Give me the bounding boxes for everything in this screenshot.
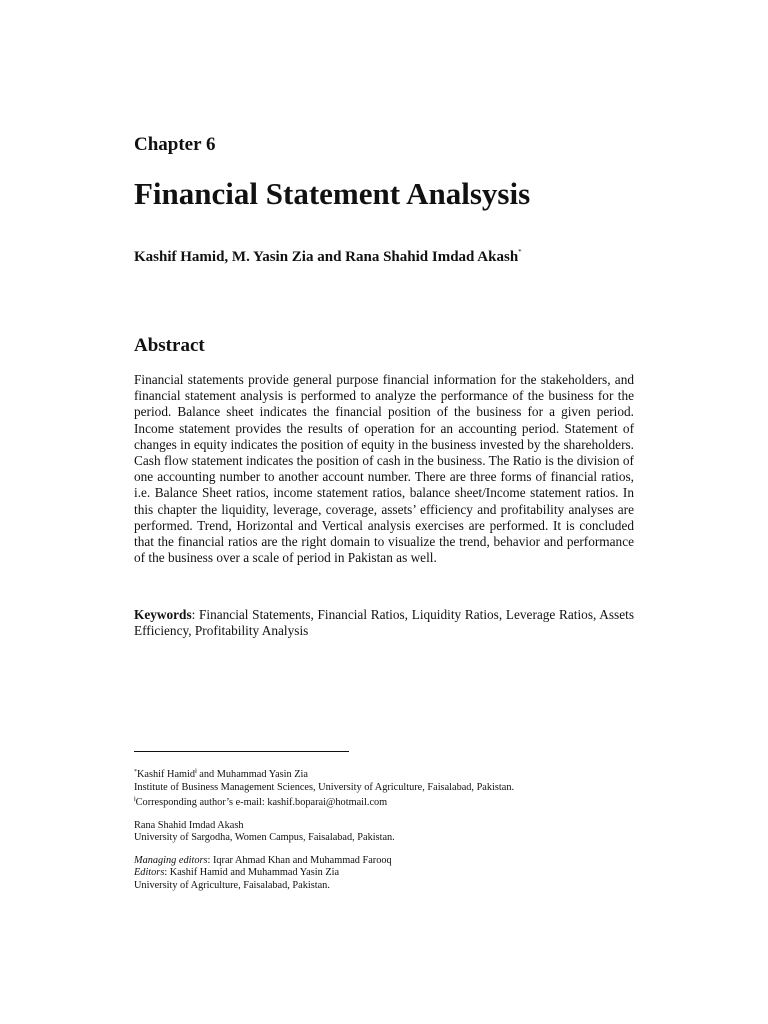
author-names: Kashif Hamid, M. Yasin Zia and Rana Shahid Imdad Akash <box>134 249 519 265</box>
footnote-authors <box>134 766 654 782</box>
footnote-author-2: Rana Shahid Imdad Akash <box>134 819 244 831</box>
footnote-author-name: Kashif Hamid <box>137 769 196 780</box>
keywords-text: : Financial Statements, Financial Ratios, Liquidity Ratios, Leverage Ratios, Assets Efficiency, Profitability Analysis <box>134 607 634 639</box>
email-marker: ł <box>134 797 136 803</box>
abstract-heading: Abstract <box>134 335 205 356</box>
footnote-divider <box>134 751 349 752</box>
keywords-paragraph <box>134 607 634 639</box>
abstract-body: Financial statements provide general purpose financial information for the stakeholders, and financial statement analysis is performed to analyze the performance of the business for the period. Balance sheet indicates the financial position of the business for a given period. Income statement provides the results of operation for an accounting period. Statement of changes in equity indicates the position of equity in the business invested by the shareholders. Cash flow statement indicates the position of cash in the business. The Ratio is the division of one accounting number to another account number. There are three forms of financial ratios, i.e. Balance Sheet ratios, income statement ratios, balance sheet/Income statement ratios. In this chapter the liquidity, leverage, coverage, assets’ efficiency and profitability analyses are performed. Trend, Horizontal and Vertical analysis exercises are performed. It is concluded that the financial ratios are the right domain to visualize the trend, behavior and performance of the business over a scale of period in Pakistan as well. <box>134 372 634 566</box>
editors <box>134 867 654 880</box>
footnote-email <box>134 794 654 810</box>
author-line <box>134 248 522 266</box>
page-title: Financial Statement Analsysis <box>134 176 531 211</box>
editors-label: Editors <box>134 867 165 878</box>
managing-editors <box>134 855 654 868</box>
email-text: Corresponding author’s e-mail: kashif.boparai@hotmail.com <box>135 797 388 808</box>
corresponding-marker: ł <box>195 769 197 775</box>
footnote-marker: * <box>134 769 137 775</box>
author-footnote-marker: * <box>518 248 522 256</box>
footnotes <box>134 766 654 892</box>
footnote-author-name-2: and Muhammad Yasin Zia <box>196 769 308 780</box>
chapter-label: Chapter 6 <box>134 134 216 155</box>
footnote-institution: Institute of Business Management Sciences, University of Agriculture, Faisalabad, Pakistan. <box>134 781 515 793</box>
keywords-label: Keywords <box>134 607 192 622</box>
managing-editors-names: : Iqrar Ahmad Khan and Muhammad Farooq <box>207 854 392 866</box>
editors-names: : Kashif Hamid and Muhammad Yasin Zia <box>164 867 340 878</box>
footnote-institution-2: University of Sargodha, Women Campus, Faisalabad, Pakistan. <box>134 832 395 843</box>
managing-editors-label: Managing editors <box>134 854 208 866</box>
editors-institution: University of Agriculture, Faisalabad, Pakistan. <box>134 879 330 891</box>
